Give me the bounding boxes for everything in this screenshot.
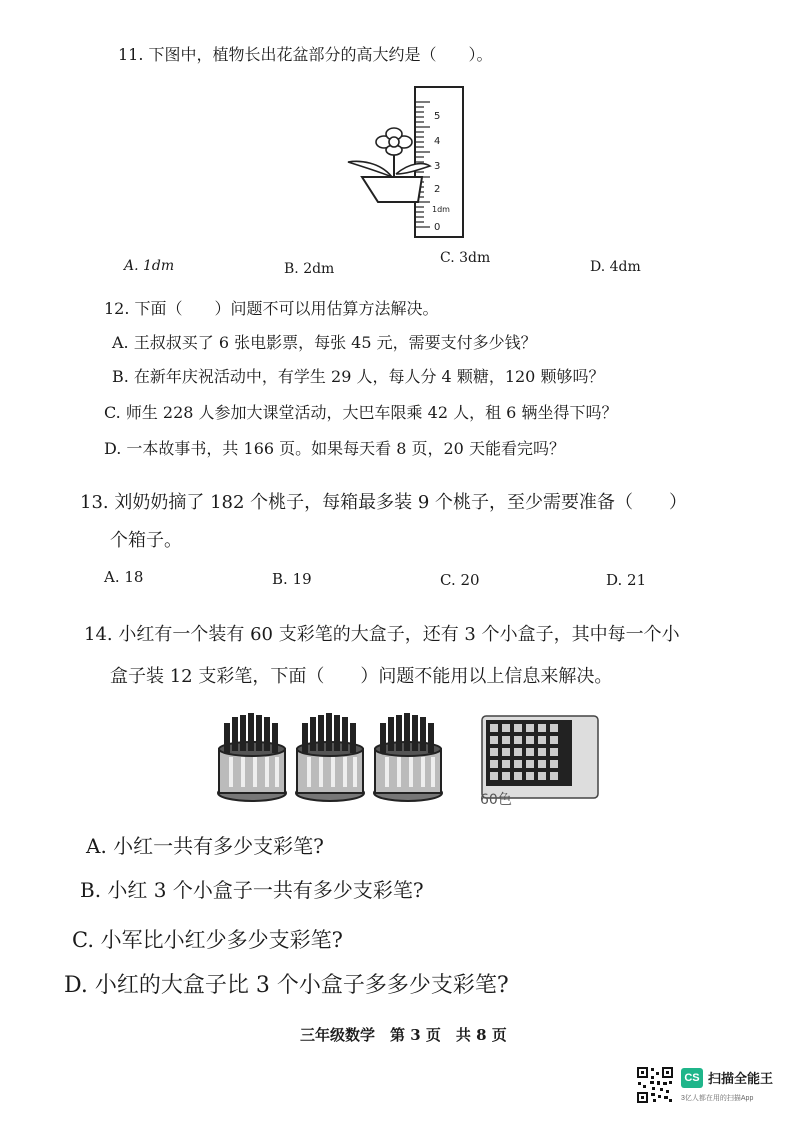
q12-option-b[interactable]: B. 在新年庆祝活动中，有学生 29 人，每人分 4 颗糖，120 颗够吗？ [112, 367, 605, 386]
plant-ruler-figure [340, 82, 480, 242]
ruler-label-3: 3 [434, 161, 441, 172]
question-14-stem-line1: 14. 小红有一个装有 60 支彩笔的大盒子，还有 3 个小盒子，其中每一个小 [84, 624, 680, 645]
q11-option-a[interactable]: A. 1dm [124, 258, 175, 274]
q14-option-a[interactable]: A. 小红一共有多少支彩笔? [86, 834, 324, 858]
question-13-stem-line2: 个箱子。 [110, 530, 182, 551]
question-13-stem-line1: 13. 刘奶奶摘了 182 个桃子，每箱最多装 9 个桃子，至少需要准备（ ） [80, 492, 688, 513]
question-11-stem: 11. 下图中，植物长出花盆部分的高大约是（ ）。 [118, 45, 493, 64]
q13-option-d[interactable]: D. 21 [606, 571, 647, 589]
ruler-label-2: 2 [434, 184, 441, 195]
q12-option-a[interactable]: A. 王叔叔买了 6 张电影票，每张 45 元，需要支付多少钱？ [112, 333, 537, 352]
camscanner-logo: CS [681, 1068, 703, 1088]
q14-option-c[interactable]: C. 小军比小红少多少支彩笔? [72, 928, 343, 952]
question-12-stem: 12. 下面（ ）问题不可以用估算方法解决。 [104, 299, 439, 318]
q13-option-c[interactable]: C. 20 [440, 571, 480, 589]
ruler-label-0: 0 [434, 222, 441, 233]
qr-code-icon [636, 1066, 674, 1104]
q13-option-a[interactable]: A. 18 [104, 568, 144, 586]
camscanner-subtitle: 3亿人都在用的扫描App [681, 1095, 754, 1102]
camscanner-title: 扫描全能王 [708, 1071, 774, 1086]
big-pen-box-image [476, 712, 606, 808]
q12-option-c[interactable]: C. 师生 228 人参加大课堂活动，大巴车限乘 42 人，租 6 辆坐得下吗？ [104, 403, 618, 422]
q14-option-d[interactable]: D. 小红的大盒子比 3 个小盒子多多少支彩笔? [64, 973, 509, 998]
q13-option-b[interactable]: B. 19 [272, 570, 312, 588]
q11-option-d[interactable]: D. 4dm [590, 259, 641, 275]
flower-icon [376, 128, 412, 155]
small-pen-boxes-image [215, 705, 450, 805]
big-box-label: 60色 [480, 792, 512, 808]
q11-option-b[interactable]: B. 2dm [284, 261, 335, 277]
q14-option-b[interactable]: B. 小红 3 个小盒子一共有多少支彩笔? [80, 878, 424, 902]
q12-option-d[interactable]: D. 一本故事书，共 166 页。如果每天看 8 页，20 天能看完吗？ [104, 439, 565, 458]
ruler-label-4: 4 [434, 136, 441, 147]
ruler-label-1dm: 1dm [432, 205, 450, 214]
page-footer: 三年级数学 第 3 页 共 8 页 [300, 1026, 507, 1044]
question-14-stem-line2: 盒子装 12 支彩笔，下面（ ）问题不能用以上信息来解决。 [110, 666, 613, 687]
q11-option-c[interactable]: C. 3dm [440, 250, 491, 266]
ruler-label-5: 5 [434, 111, 441, 122]
flower-pot [362, 177, 422, 202]
